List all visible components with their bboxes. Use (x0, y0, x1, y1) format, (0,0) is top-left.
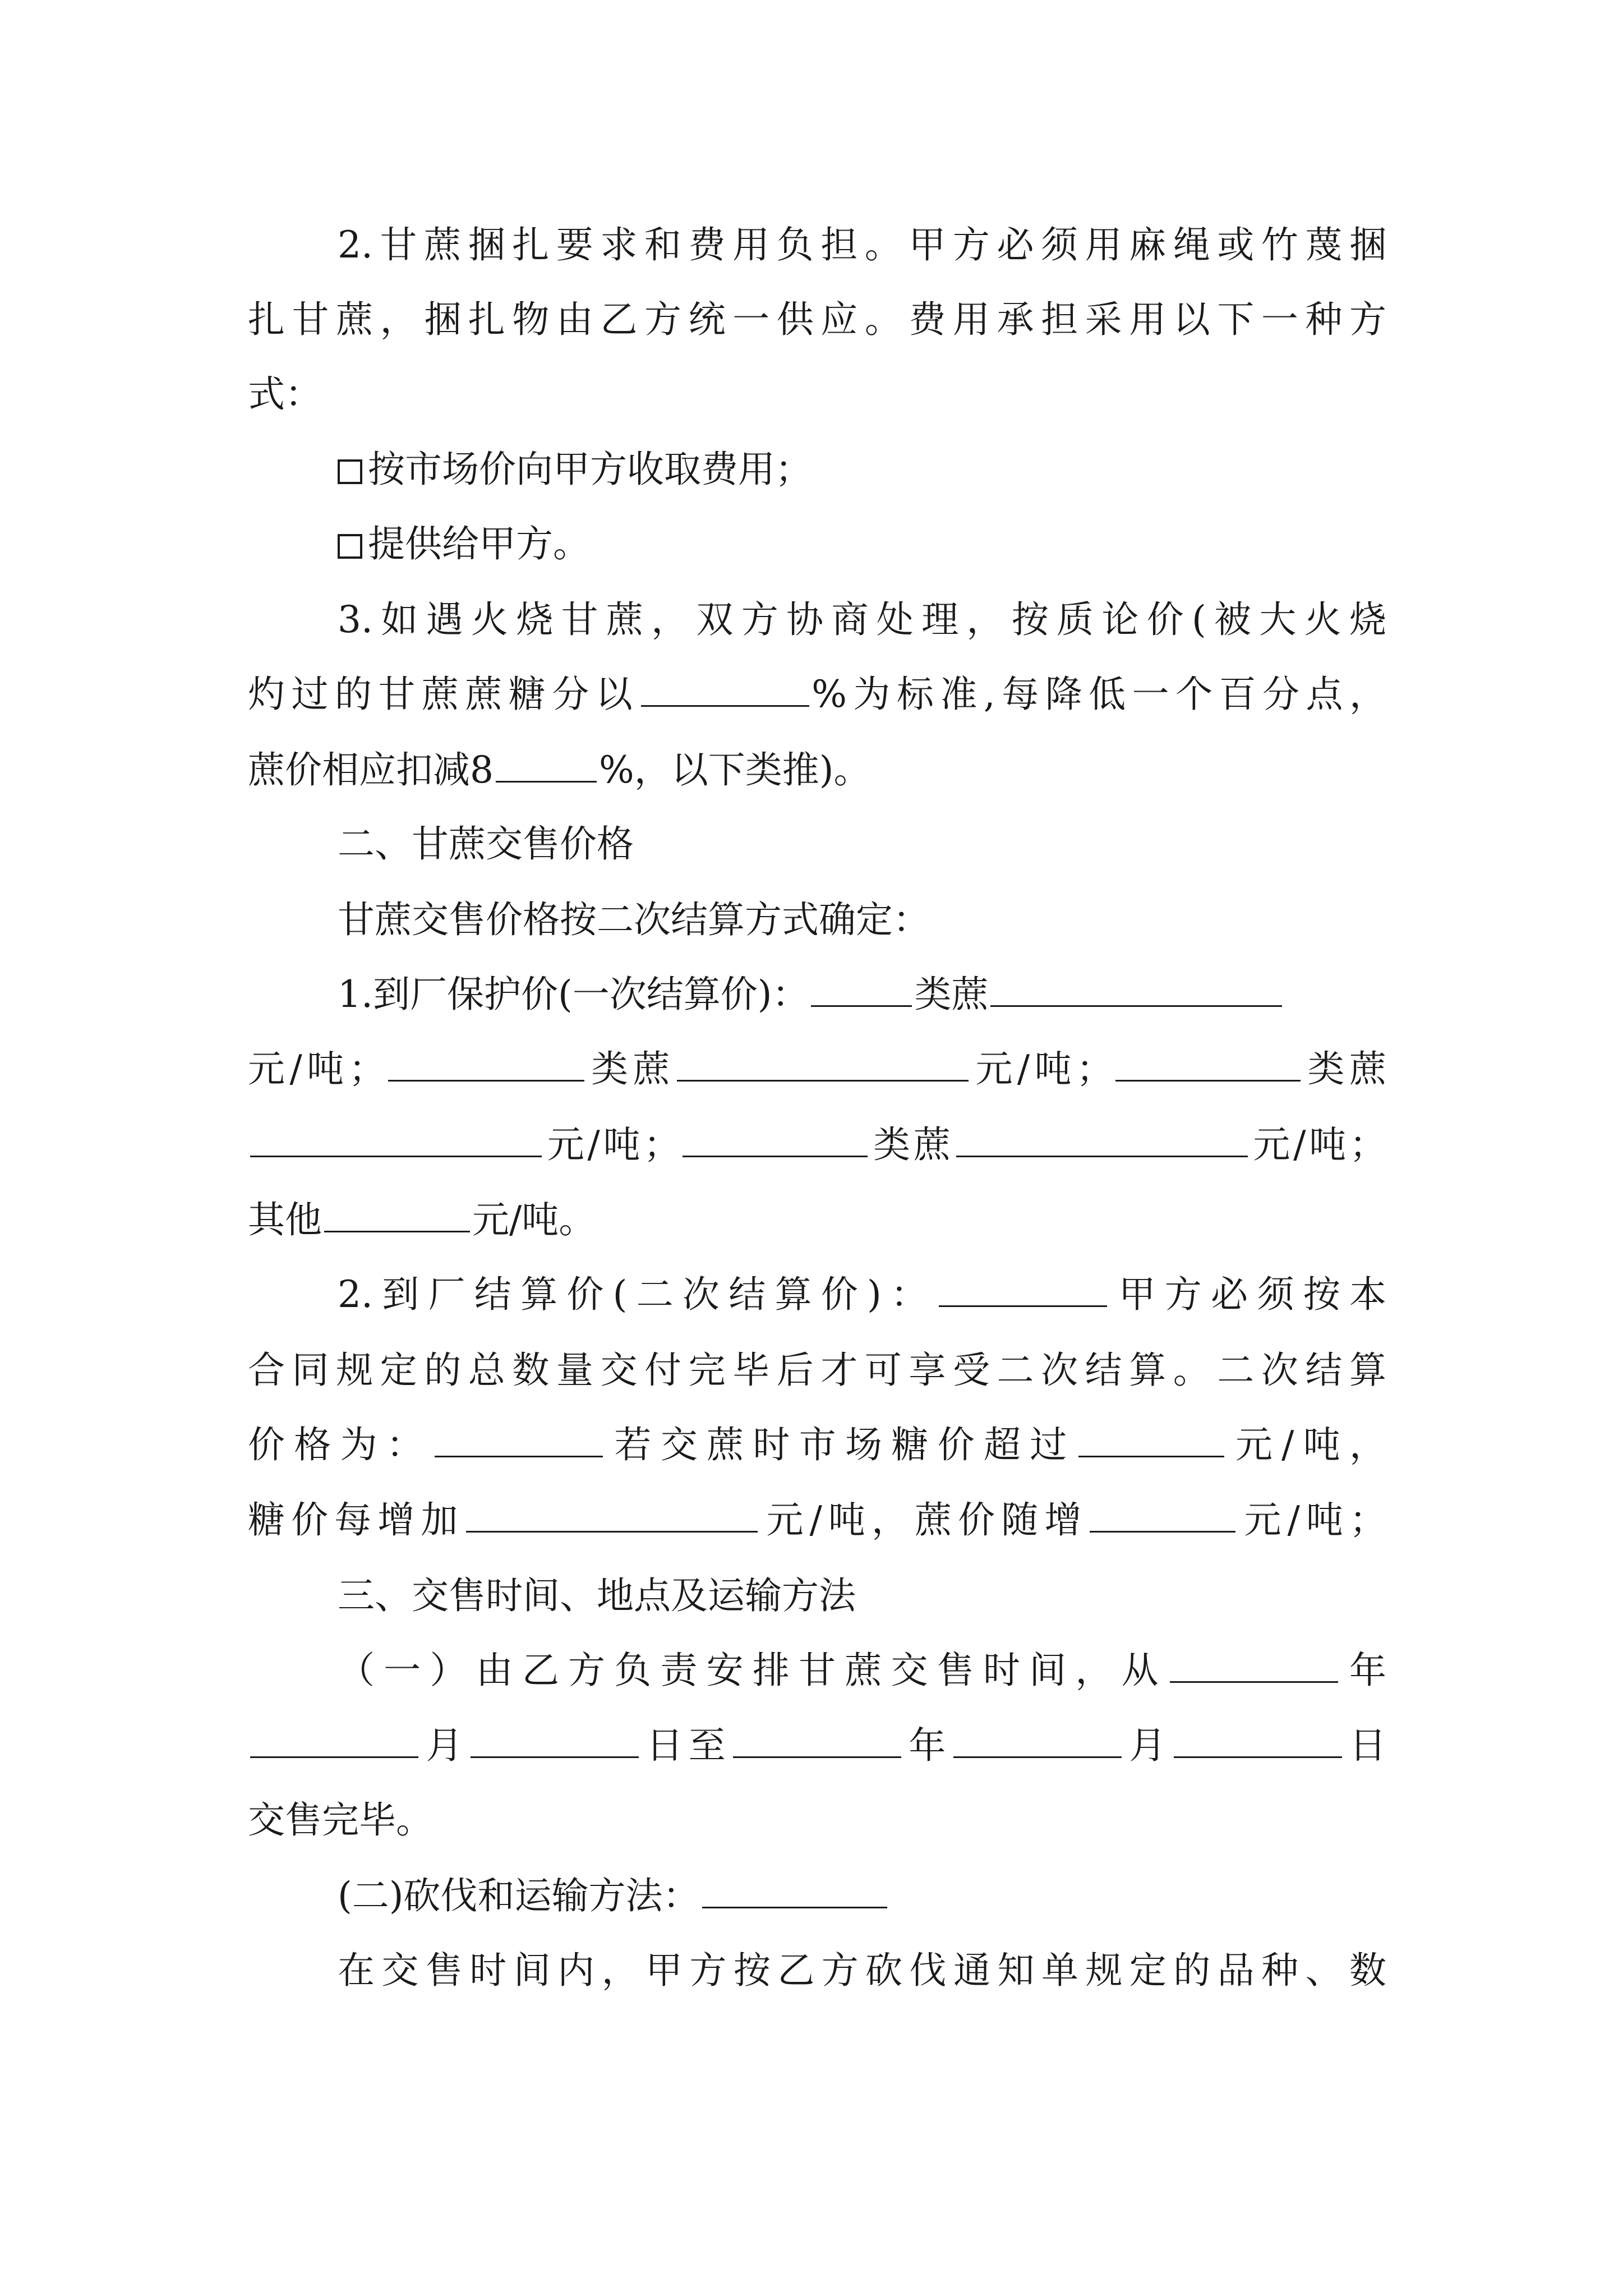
start-day-blank[interactable] (471, 1719, 639, 1758)
sugar-increase-label: 糖价每增加 (248, 1498, 464, 1542)
unit-label: 元/吨 (971, 1047, 1077, 1091)
delivery-complete-label: 交售完毕。 (248, 1798, 433, 1842)
cane-grade-1-blank[interactable] (811, 968, 912, 1007)
separator: ； (1076, 1047, 1114, 1091)
clause-3-line-1: 3.如遇火烧甘蔗，双方协商处理，按质论价(被大火烧 (338, 598, 1386, 641)
section-heading (338, 813, 1386, 875)
sugar-content-blank[interactable] (641, 668, 809, 707)
unit-label: 元/吨 (248, 1047, 349, 1091)
end-day-blank[interactable] (1174, 1719, 1342, 1758)
paragraph-line (338, 889, 1386, 951)
settlement-price-blank[interactable] (939, 1268, 1107, 1307)
unit-label: 元/吨 (544, 1123, 644, 1166)
cane-price-3-blank[interactable] (250, 1119, 542, 1157)
unit-label: 元/吨； (1238, 1498, 1386, 1542)
option-1-checkbox[interactable] (338, 459, 362, 484)
deduction-blank[interactable] (496, 744, 597, 783)
paragraph-line (248, 1715, 1386, 1777)
paragraph-line (248, 1038, 1386, 1100)
settlement-note: 甲方必须按本 (1109, 1273, 1386, 1316)
clause-2-line-2: 扎甘蔗，捆扎物由乙方统一供应。费用承担采用以下一种方 (248, 298, 1386, 341)
paragraph-line (248, 289, 1386, 351)
cane-price-2-blank[interactable] (677, 1043, 969, 1082)
paragraph-line (338, 589, 1386, 651)
paragraph-line (338, 1264, 1386, 1326)
separator: ； (348, 1047, 386, 1091)
unit-end-label: 元/吨。 (472, 1198, 596, 1241)
paragraph-line (338, 1865, 1386, 1927)
last-line: 在交售时间内，甲方按乙方砍伐通知单规定的品种、数 (338, 1949, 1386, 1992)
paragraph-line (248, 1340, 1386, 1401)
day-to-label: 日至 (640, 1724, 731, 1767)
cane-grade-4-blank[interactable] (683, 1119, 868, 1157)
cane-type-label: 类蔗 (586, 1047, 675, 1091)
paragraph-line (248, 1189, 1386, 1251)
cane-increase-label: 元/吨，蔗价随增 (760, 1498, 1088, 1542)
cane-grade-2-blank[interactable] (388, 1043, 584, 1082)
cane-type-label: 类蔗 (914, 973, 989, 1016)
paragraph-line (338, 1640, 1386, 1701)
paragraph-line (248, 1114, 1386, 1176)
paragraph-line (248, 1489, 1386, 1551)
paragraph-line (248, 364, 1386, 425)
protection-price-label: 1.到厂保护价(一次结算价)： (338, 973, 809, 1016)
other-price-blank[interactable] (324, 1194, 470, 1232)
year-label: 年 (903, 1724, 951, 1767)
clause-3-line-2a: 灼过的甘蔗蔗糖分以 (248, 673, 639, 716)
month-label: 月 (1123, 1724, 1172, 1767)
paragraph-line (338, 1940, 1386, 2001)
section-3-title: 三、交售时间、地点及运输方法 (338, 1574, 856, 1617)
day-label: 日 (1344, 1724, 1386, 1767)
option-line (338, 439, 1386, 500)
sugar-increase-blank[interactable] (466, 1494, 758, 1533)
unit-label: 元/吨 (1249, 1123, 1349, 1166)
section-2-intro: 甘蔗交售价格按二次结算方式确定： (338, 898, 930, 941)
separator: ； (643, 1123, 681, 1166)
settlement-price-is-label: 价格为： (248, 1423, 433, 1466)
year-label: 年 (1340, 1649, 1386, 1692)
sugar-price-threshold-blank[interactable] (1078, 1419, 1224, 1457)
option-2-label: 提供给甲方。 (368, 522, 590, 565)
settlement-line-2: 合同规定的总数量交付完毕后才可享受二次结算。二次结算 (248, 1349, 1386, 1392)
paragraph-line (248, 1789, 1386, 1851)
cane-price-4-blank[interactable] (956, 1119, 1248, 1157)
separator: ； (1349, 1123, 1386, 1166)
paragraph-line (338, 214, 1386, 276)
unit-label: 元/吨， (1226, 1423, 1386, 1466)
paragraph-line (338, 964, 1386, 1025)
other-label: 其他 (248, 1198, 322, 1241)
cane-increase-blank[interactable] (1090, 1494, 1235, 1533)
clause-3-line-3b: %，以下类推)。 (599, 748, 871, 792)
transport-method-label: (二)砍伐和运输方法： (338, 1874, 700, 1917)
section-heading (338, 1565, 1386, 1627)
month-label: 月 (421, 1724, 468, 1767)
clause-3-line-2b: %为标准,每降低一个百分点， (811, 673, 1386, 716)
option-line (338, 513, 1386, 575)
transport-method-blank[interactable] (702, 1870, 887, 1908)
section-2-title: 二、甘蔗交售价格 (338, 822, 634, 866)
cane-price-1-blank[interactable] (990, 968, 1282, 1007)
clause-2-line-1: 2.甘蔗捆扎要求和费用负担。甲方必须用麻绳或竹蔑捆 (338, 223, 1386, 266)
option-2-checkbox[interactable] (338, 534, 362, 559)
start-year-blank[interactable] (1170, 1644, 1338, 1683)
start-month-blank[interactable] (250, 1719, 418, 1758)
clause-3-line-3a: 蔗价相应扣减8 (248, 748, 494, 792)
cane-type-label: 类蔗 (1303, 1047, 1386, 1091)
option-1-label: 按市场价向甲方收取费用； (368, 448, 812, 491)
cane-type-label: 类蔗 (870, 1123, 954, 1166)
settlement-price-label: 2.到厂结算价(二次结算价)： (338, 1273, 937, 1316)
sugar-price-exceed-label: 若交蔗时市场糖价超过 (605, 1423, 1076, 1466)
paragraph-line (248, 739, 1386, 801)
end-year-blank[interactable] (733, 1719, 901, 1758)
second-price-blank[interactable] (435, 1419, 603, 1457)
delivery-time-label: （一）由乙方负责安排甘蔗交售时间，从 (338, 1649, 1168, 1692)
clause-2-line-3: 式： (248, 372, 322, 416)
end-month-blank[interactable] (953, 1719, 1122, 1758)
paragraph-line (248, 664, 1386, 725)
cane-grade-3-blank[interactable] (1115, 1043, 1301, 1082)
paragraph-line (248, 1414, 1386, 1476)
